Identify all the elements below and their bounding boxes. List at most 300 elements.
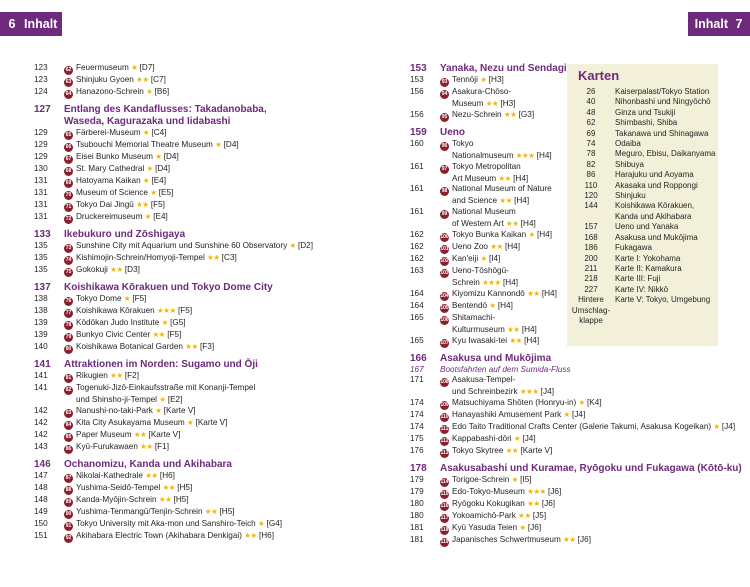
entry-text: Asakura-Chōso- — [452, 87, 512, 96]
entry-line — [64, 471, 374, 483]
sight-number-badge: 95 — [441, 113, 448, 120]
right-page-header — [688, 12, 750, 36]
entry-line — [64, 306, 374, 318]
toc-entry[interactable] — [34, 383, 374, 395]
toc-entry[interactable] — [34, 306, 374, 318]
entry-text: Tsubouchi Memorial Theatre Museum — [76, 140, 213, 149]
karten-map-name: Karte IV: Nikkō — [615, 284, 669, 294]
entry-line — [64, 212, 374, 224]
toc-entry[interactable] — [410, 523, 565, 535]
sight-number-badge: 83 — [65, 409, 72, 416]
entry-page-number: 175 — [410, 434, 424, 444]
karten-entry[interactable] — [567, 108, 718, 118]
map-reference: [H6] — [159, 470, 175, 480]
entry-page-number: 174 — [410, 398, 424, 408]
toc-section — [34, 229, 374, 277]
toc-entry[interactable] — [34, 330, 374, 342]
karten-map-name: Shinjuku — [615, 191, 646, 201]
karten-page-number: 200 — [584, 253, 598, 263]
section-heading[interactable] — [34, 104, 374, 116]
entry-line — [64, 200, 374, 212]
toc-section — [410, 127, 565, 348]
karten-entry[interactable] — [567, 212, 718, 222]
karten-page-number: 120 — [584, 191, 598, 201]
karten-map-name: Kanda und Akihabara — [615, 211, 692, 221]
map-reference: [D4] — [223, 140, 239, 149]
toc-entry[interactable] — [34, 430, 374, 442]
toc-entry[interactable] — [410, 410, 586, 422]
sight-number-badge: 81 — [65, 375, 72, 381]
karten-entry[interactable] — [567, 233, 718, 243]
karten-map-name: Shimbashi, Shiba — [615, 118, 678, 128]
toc-entry[interactable] — [34, 442, 374, 454]
toc-entry[interactable] — [34, 371, 374, 383]
toc-entry[interactable] — [34, 176, 374, 188]
entry-text: Kita City Asukayama Museum — [76, 417, 185, 427]
section-heading[interactable] — [34, 116, 374, 128]
map-reference: [H6] — [258, 530, 274, 540]
karten-page-number: 227 — [584, 284, 598, 294]
toc-entry[interactable] — [410, 387, 565, 398]
sight-number-badge: 88 — [65, 486, 72, 493]
map-reference: [J6] — [548, 487, 562, 497]
section-heading[interactable] — [410, 463, 742, 475]
sight-number-badge: 64 — [65, 91, 72, 97]
toc-entry[interactable] — [34, 188, 374, 200]
section-heading[interactable] — [34, 359, 374, 371]
toc-entry[interactable] — [34, 87, 374, 99]
karten-entry[interactable] — [567, 149, 718, 159]
entry-page-number: 174 — [410, 410, 424, 420]
toc-entry[interactable] — [34, 395, 374, 406]
rating-stars: ★ — [528, 229, 535, 239]
karten-entry[interactable] — [567, 191, 718, 201]
rating-stars: ★★ — [527, 288, 540, 298]
map-reference: [F5] — [177, 306, 193, 315]
entry-text: Kōdōkan Judo Institute — [76, 318, 160, 327]
map-reference: [F5] — [150, 200, 165, 209]
entry-text: Hanazono-Schrein — [76, 87, 144, 96]
toc-entry[interactable] — [410, 313, 565, 325]
entry-line — [64, 63, 374, 75]
entry-page-number: 171 — [410, 375, 424, 385]
karten-entry[interactable] — [567, 295, 718, 305]
section-page-number: 153 — [410, 63, 427, 74]
toc-entry[interactable] — [410, 254, 565, 266]
toc-entry[interactable] — [410, 375, 565, 387]
toc-entry[interactable] — [410, 499, 565, 511]
karten-entry[interactable] — [567, 129, 718, 139]
map-reference: [H3] — [488, 75, 504, 84]
entry-line — [64, 294, 374, 306]
entry-line — [64, 383, 374, 395]
entry-page-number: 142 — [34, 405, 48, 415]
entry-text: Tokyo Dai Jingū — [76, 200, 134, 209]
sight-number-badge: 99 — [441, 211, 448, 218]
entry-line — [64, 188, 374, 200]
entry-page-number: 131 — [34, 176, 48, 185]
toc-entry[interactable] — [34, 253, 374, 265]
rating-stars: ★ — [489, 300, 496, 310]
toc-entry[interactable] — [410, 434, 565, 446]
karten-page-number: Hintere — [578, 295, 604, 305]
karten-entry[interactable] — [567, 181, 718, 191]
karten-entry[interactable] — [567, 316, 718, 326]
entry-line — [440, 151, 565, 162]
right-header-title: Inhalt — [694, 17, 728, 31]
section-page-number: 146 — [34, 458, 51, 470]
entry-line — [64, 495, 374, 507]
map-reference: [J4] — [721, 422, 736, 432]
section-subheading[interactable] — [410, 364, 571, 376]
sight-number-badge: 67 — [65, 156, 72, 162]
karten-entry[interactable] — [567, 264, 718, 274]
toc-entry[interactable] — [34, 318, 374, 330]
rating-stars: ★ — [215, 140, 222, 149]
rating-stars: ★ — [155, 405, 162, 415]
toc-entry[interactable] — [410, 87, 565, 99]
rating-stars: ★★ — [140, 441, 153, 451]
toc-entry[interactable] — [410, 336, 565, 348]
entry-line — [64, 418, 374, 430]
toc-entry[interactable] — [410, 242, 565, 254]
sight-number-badge: 114 — [440, 479, 449, 486]
entry-page-number: 161 — [410, 207, 424, 217]
toc-entry[interactable] — [34, 294, 374, 306]
karten-entry[interactable] — [567, 254, 718, 264]
sight-number-badge: 115 — [440, 491, 449, 498]
karten-page-number: 86 — [586, 170, 596, 180]
rating-stars: ★ — [513, 434, 521, 444]
karten-map-name: Karte III: Fuji — [615, 274, 661, 284]
entry-text: Yushima-Seidō-Tempel — [76, 482, 161, 492]
section-heading[interactable] — [410, 63, 565, 75]
section-page-number: 141 — [34, 359, 51, 370]
toc-entry[interactable] — [34, 406, 374, 418]
entry-text: Ueno-Tōshōgū- — [452, 265, 509, 275]
entry-page-number: 124 — [34, 87, 48, 96]
section-page-number: 166 — [410, 352, 427, 364]
toc-entry[interactable] — [34, 140, 374, 152]
entry-page-number — [410, 325, 440, 336]
toc-entry[interactable] — [410, 475, 565, 487]
map-reference: [H4] — [503, 277, 519, 287]
map-reference: [E5] — [158, 188, 174, 197]
map-reference: [I5] — [520, 475, 532, 485]
entry-text: und Shinsho-ji-Tempel — [76, 395, 158, 404]
toc-entry[interactable] — [34, 128, 374, 140]
entry-page-number: 135 — [34, 253, 48, 262]
karten-map-name: Shibuya — [615, 159, 644, 169]
entry-line — [440, 174, 565, 185]
map-reference: [G3] — [518, 109, 535, 119]
toc-section — [34, 282, 374, 354]
karten-page-number: 211 — [584, 263, 598, 273]
rating-stars: ★★★ — [157, 306, 176, 315]
entry-page-number: 141 — [34, 383, 48, 392]
toc-entry[interactable] — [410, 207, 565, 219]
section-heading[interactable] — [34, 459, 374, 471]
section-heading[interactable] — [34, 282, 374, 294]
entry-page-number: 140 — [34, 342, 48, 351]
sight-number-badge: 90 — [65, 510, 72, 517]
entry-page-number: 148 — [34, 494, 48, 504]
entry-line — [64, 430, 374, 442]
entry-text: Nanushi-no-taki-Park — [76, 405, 153, 415]
entry-text: Tokyo Skytree — [452, 446, 504, 456]
entry-text: Sunshine City mit Aquarium und Sunshine 60 Observatory — [76, 241, 288, 250]
rating-stars: ★ — [159, 395, 166, 404]
toc-entry[interactable] — [410, 75, 565, 87]
entry-line — [64, 342, 374, 354]
karten-page-number: 218 — [584, 274, 598, 284]
entry-page-number: 156 — [410, 109, 424, 119]
rating-stars: ★ — [519, 523, 526, 533]
toc-entry[interactable] — [34, 507, 374, 519]
map-reference: [H4] — [504, 241, 521, 251]
section-heading[interactable] — [410, 353, 565, 365]
entry-line — [64, 87, 374, 99]
entry-text: St. Mary Cathedral — [76, 164, 145, 173]
entry-text: Bentendō — [452, 300, 488, 310]
entry-page-number: 149 — [34, 506, 48, 516]
sight-number-badge: 110 — [440, 414, 449, 421]
toc-entry[interactable] — [410, 511, 565, 523]
sight-number-badge: 74 — [65, 257, 72, 263]
entry-text: Japanisches Schwertmuseum — [452, 535, 561, 545]
karten-entry[interactable] — [567, 222, 718, 232]
entry-text: of Western Art — [452, 219, 504, 229]
toc-entry[interactable] — [410, 398, 602, 410]
toc-entry[interactable] — [410, 139, 565, 151]
entry-text: Nikolai-Kathedrale — [76, 470, 143, 480]
karten-entry[interactable] — [567, 201, 718, 211]
entry-line — [440, 278, 565, 289]
toc-entry[interactable] — [34, 212, 374, 224]
map-reference: [J6] — [541, 499, 556, 509]
toc-entry[interactable] — [410, 325, 565, 336]
toc-entry[interactable] — [410, 535, 591, 547]
entry-text: Yokoamichō-Park — [452, 511, 516, 521]
karten-map-name: Koishikawa Kōrakuen, — [615, 201, 695, 211]
entry-line — [64, 75, 374, 87]
karten-map-name: Asakusa und Mukōjima — [615, 232, 698, 242]
karten-box — [567, 64, 718, 346]
karten-entry[interactable] — [567, 285, 718, 295]
entry-text: Kulturmuseum — [452, 324, 505, 334]
entry-page-number: 162 — [410, 241, 424, 251]
entry-text: Eisei Bunko Museum — [76, 152, 153, 161]
entry-page-number: 179 — [410, 487, 424, 497]
toc-entry[interactable] — [34, 63, 374, 75]
toc-entry[interactable] — [34, 152, 374, 164]
toc-entry[interactable] — [34, 519, 374, 531]
entry-text: Tokyo Dome — [76, 294, 122, 303]
karten-entry[interactable] — [567, 274, 718, 284]
map-reference: [E4] — [153, 212, 168, 221]
sight-number-badge: 117 — [440, 515, 449, 522]
entry-page-number: 143 — [34, 441, 48, 451]
entry-text: Kanda-Myōjin-Schrein — [76, 494, 157, 504]
toc-entry[interactable] — [34, 164, 374, 176]
entry-page-number — [410, 196, 440, 207]
toc-entry[interactable] — [410, 278, 565, 289]
toc-entry[interactable] — [410, 196, 565, 207]
entry-page-number: 164 — [410, 300, 424, 310]
toc-entry[interactable] — [410, 301, 565, 313]
entry-line — [64, 531, 374, 543]
entry-text: Nationalmuseum — [452, 150, 514, 160]
toc-entry[interactable] — [34, 483, 374, 495]
karten-page-number — [567, 212, 615, 222]
toc-entry[interactable] — [410, 174, 565, 185]
entry-text: Kiyomizu Kannondō — [452, 288, 525, 298]
entry-text: Druckereimuseum — [76, 212, 143, 221]
toc-entry[interactable] — [410, 219, 565, 230]
map-reference: [H4] — [513, 173, 529, 183]
karten-entry[interactable] — [567, 118, 718, 128]
toc-entry[interactable] — [410, 289, 565, 301]
karten-map-name: Ueno und Yanaka — [615, 222, 679, 232]
rating-stars: ★★ — [505, 446, 519, 456]
toc-entry[interactable] — [34, 200, 374, 212]
karten-page-number: 26 — [586, 87, 596, 96]
toc-entry[interactable] — [410, 422, 736, 434]
karten-entry[interactable] — [567, 306, 718, 316]
sight-number-badge: 80 — [65, 346, 72, 352]
map-reference: [Karte V] — [148, 429, 181, 439]
toc-entry[interactable] — [34, 531, 374, 543]
entry-line — [440, 254, 565, 266]
entry-line — [64, 330, 374, 342]
sight-number-badge: 75 — [65, 269, 72, 275]
rating-stars: ★ — [142, 128, 150, 137]
karten-entry[interactable] — [567, 243, 718, 253]
karten-entry[interactable] — [567, 97, 718, 107]
entry-line — [64, 371, 374, 383]
entry-page-number — [410, 387, 440, 398]
sight-number-badge: 91 — [65, 522, 72, 529]
karten-entry[interactable] — [567, 170, 718, 180]
entry-text: Torigoe-Schrein — [452, 475, 510, 485]
entry-line — [440, 230, 565, 242]
toc-entry[interactable] — [410, 184, 565, 196]
map-reference: [J4] — [572, 410, 586, 420]
entry-page-number: 162 — [410, 253, 424, 263]
entry-text: Nezu-Schrein — [452, 109, 502, 119]
toc-section — [34, 104, 374, 224]
karten-entry[interactable] — [567, 87, 718, 97]
entry-page-number: 131 — [34, 200, 48, 209]
section-page-number: 137 — [34, 282, 51, 293]
entry-text: Kappabashi-dōri — [452, 434, 512, 444]
rating-stars: ★ — [289, 241, 296, 250]
rating-stars: ★★ — [563, 535, 576, 545]
section-heading[interactable] — [34, 229, 374, 241]
map-reference: [E2] — [167, 395, 183, 404]
toc-entry[interactable] — [410, 230, 565, 242]
rating-stars: ★★ — [145, 470, 158, 480]
entry-text: National Museum — [452, 207, 516, 217]
entry-line — [64, 519, 374, 531]
toc-entry[interactable] — [410, 446, 565, 458]
toc-entry[interactable] — [410, 266, 565, 278]
toc-entry[interactable] — [410, 110, 565, 122]
entry-page-number: 135 — [34, 241, 48, 250]
karten-map-name: Ginza und Tsukiji — [615, 107, 676, 117]
toc-entry[interactable] — [34, 495, 374, 507]
entry-text: Togenuki-Jizō-Einkaufsstraße mit Konanji-Tempel — [76, 383, 256, 392]
map-reference: [J6] — [527, 523, 542, 533]
entry-page-number: 123 — [34, 75, 48, 84]
section-page-number: 178 — [410, 463, 427, 475]
toc-entry[interactable] — [410, 151, 565, 162]
map-reference: [F2] — [124, 371, 139, 380]
entry-text: Schrein — [452, 277, 480, 287]
karten-page-number: 157 — [584, 222, 598, 232]
rating-stars: ★ — [563, 410, 570, 420]
toc-entry[interactable] — [410, 99, 565, 110]
sight-number-badge: 73 — [65, 245, 72, 251]
sight-number-badge: 87 — [65, 474, 72, 481]
map-reference: [F3] — [199, 342, 215, 351]
toc-entry[interactable] — [34, 265, 374, 277]
toc-left-column — [34, 63, 374, 548]
toc-entry[interactable] — [34, 241, 374, 253]
entry-page-number: 151 — [34, 530, 48, 540]
entry-text: Kyū Yasuda Teien — [452, 523, 518, 533]
entry-line — [440, 99, 565, 110]
toc-section — [34, 63, 374, 99]
karten-map-name: Kaiserpalast/Tokyo Station — [615, 87, 710, 96]
entry-line — [64, 164, 374, 176]
entry-page-number: 131 — [34, 212, 48, 221]
toc-entry[interactable] — [34, 342, 374, 354]
rating-stars: ★★ — [136, 75, 149, 84]
rating-stars: ★★ — [506, 219, 519, 229]
section-title: Koishikawa Kōrakuen und Tokyo Dome City — [64, 282, 273, 293]
karten-entry[interactable] — [567, 139, 718, 149]
toc-entry[interactable] — [34, 418, 374, 430]
karten-page-number: 186 — [584, 243, 598, 253]
entry-line — [440, 398, 602, 410]
map-reference: [H3] — [500, 99, 516, 108]
toc-entry[interactable] — [34, 75, 374, 87]
sight-number-badge: 63 — [65, 79, 72, 85]
sight-number-badge: 66 — [65, 144, 72, 150]
rating-stars: ★★★ — [519, 387, 539, 397]
rating-stars: ★★ — [133, 429, 147, 439]
toc-entry[interactable] — [410, 162, 565, 174]
rating-stars: ★ — [713, 422, 720, 432]
map-reference: [G4] — [266, 518, 283, 528]
karten-map-name: Akasaka und Roppongi — [615, 180, 698, 190]
sight-number-badge: 101 — [440, 245, 449, 252]
entry-text: Akihabara Electric Town (Akihabara Denkigai) — [76, 530, 242, 540]
rating-stars: ★ — [161, 318, 168, 327]
toc-entry[interactable] — [34, 471, 374, 483]
entry-text: Bunkyo Civic Center — [76, 330, 151, 339]
karten-entry[interactable] — [567, 160, 718, 170]
map-reference: [J5] — [532, 511, 547, 521]
karten-map-name: Harajuku und Aoyama — [615, 170, 694, 180]
entry-text: Koishikawa Kōrakuen — [76, 306, 155, 315]
entry-page-number — [34, 395, 64, 406]
sight-number-badge: 62 — [65, 67, 72, 73]
section-heading[interactable] — [410, 127, 565, 139]
toc-entry[interactable] — [410, 487, 565, 499]
toc-section — [410, 352, 736, 459]
